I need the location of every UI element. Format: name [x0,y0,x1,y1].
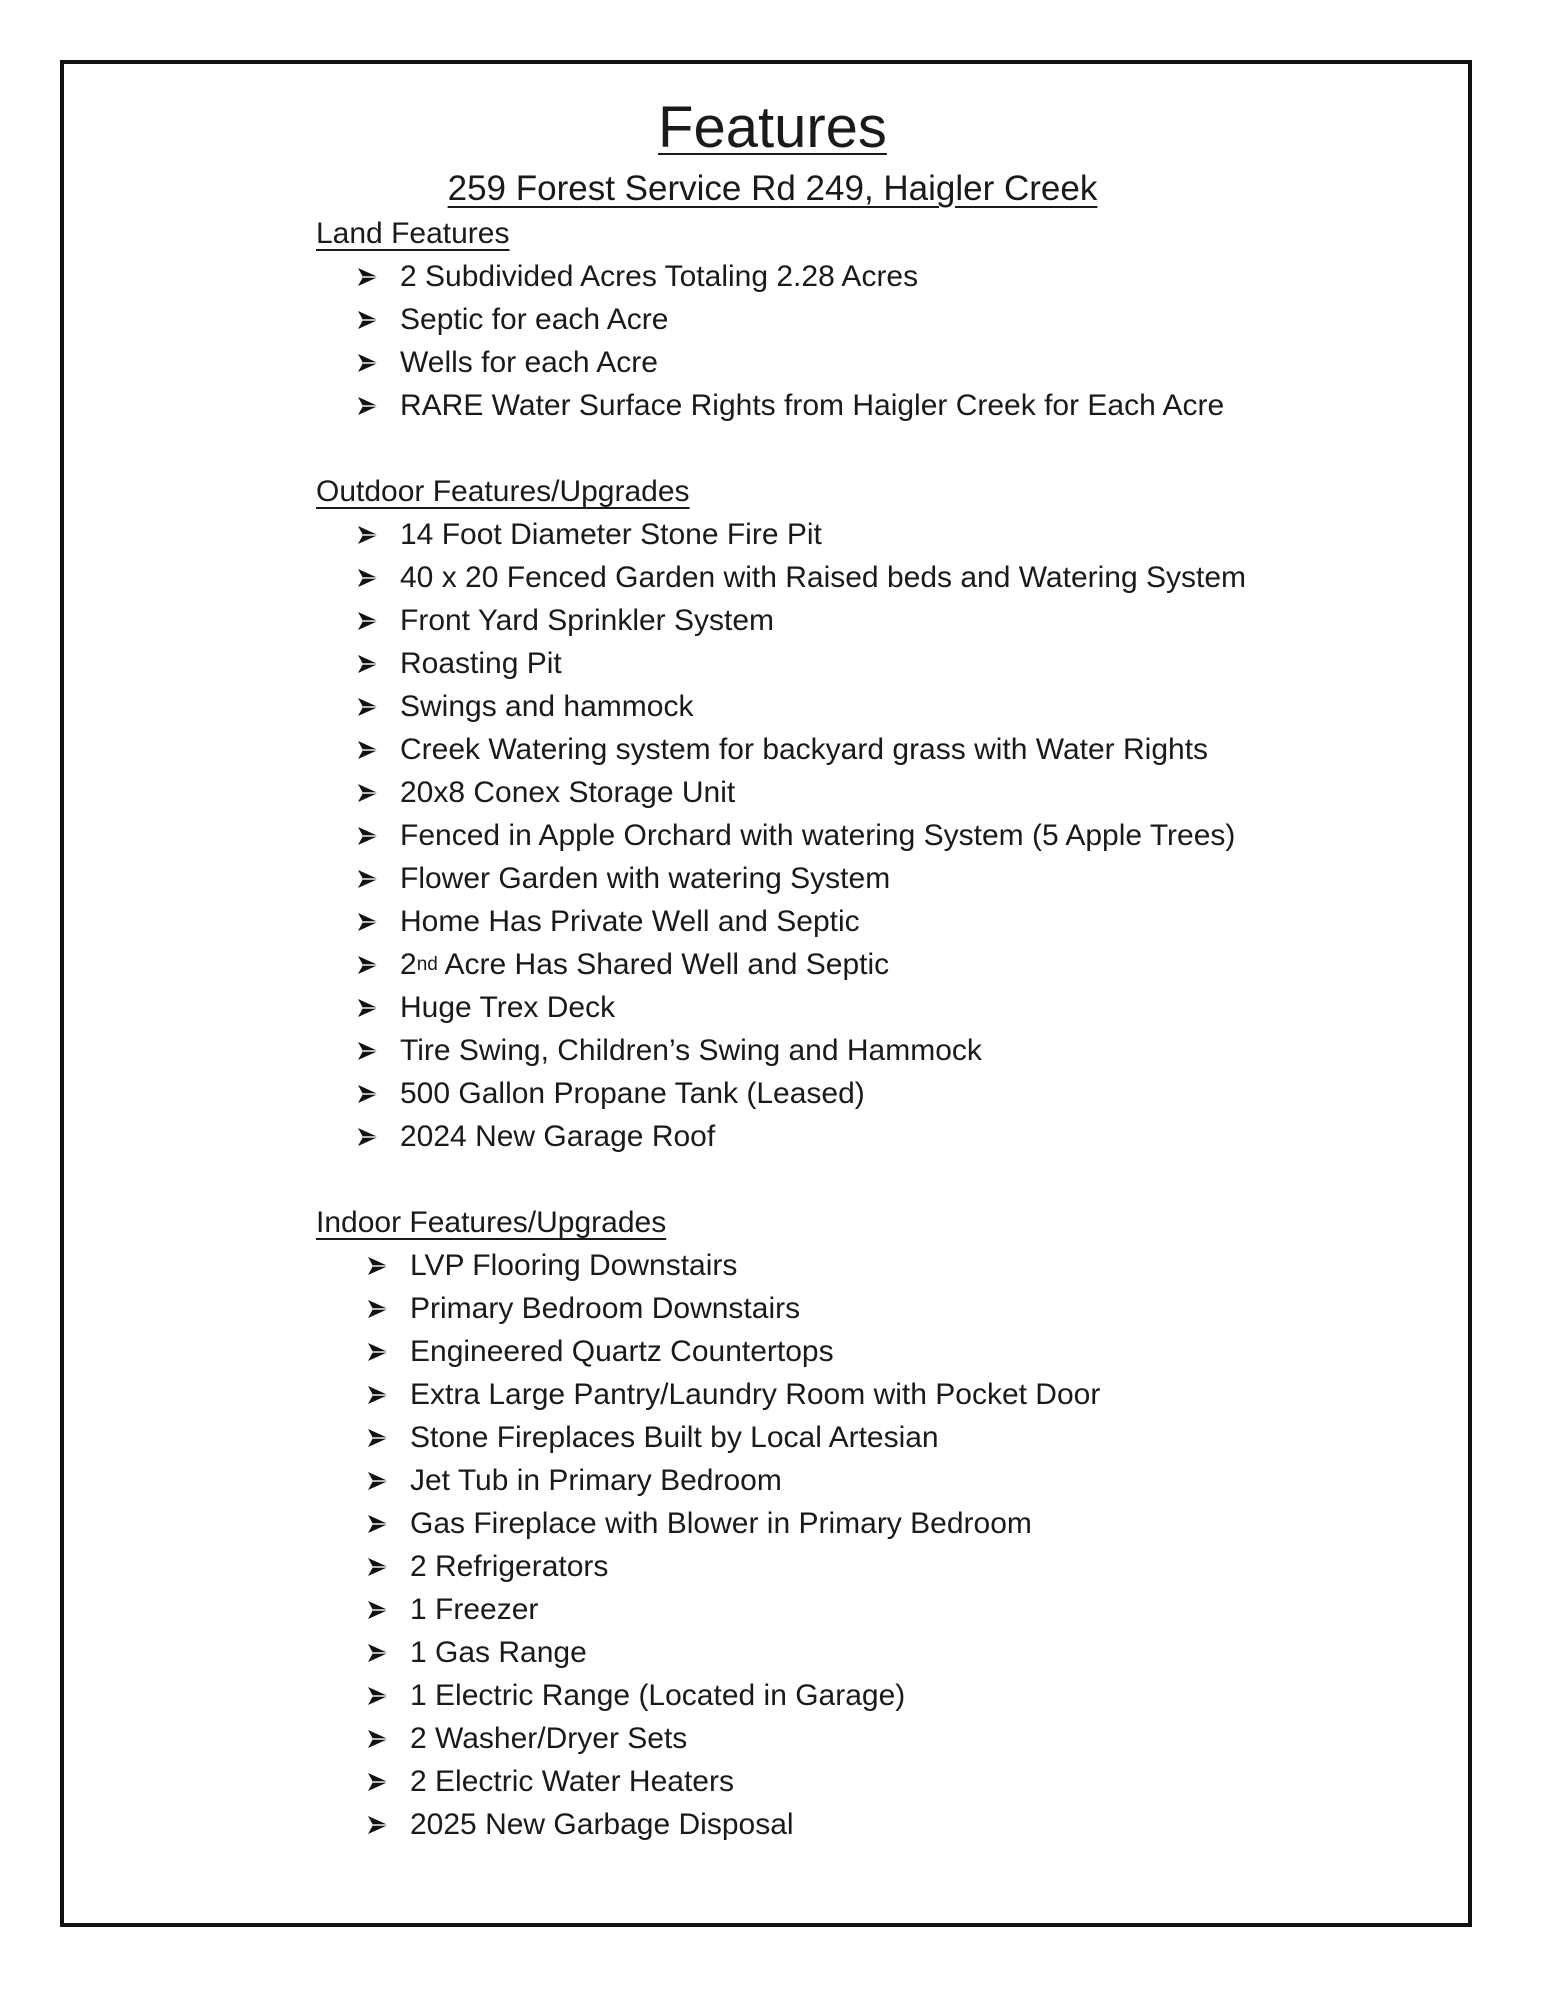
list-item: Swings and hammock [356,685,1246,728]
list-item: Engineered Quartz Countertops [366,1330,1100,1373]
list-item: 40 x 20 Fenced Garden with Raised beds and Watering System [356,556,1246,599]
list-item: 2 Electric Water Heaters [366,1760,1100,1803]
list-item: 2 Subdivided Acres Totaling 2.28 Acres [356,255,1224,298]
list-item: Home Has Private Well and Septic [356,900,1246,943]
item-number: 2 [400,947,417,981]
list-item: Gas Fireplace with Blower in Primary Bedroom [366,1502,1100,1545]
arrowhead-bullet-icon [366,1426,390,1450]
arrowhead-bullet-icon [356,308,380,332]
arrowhead-bullet-icon [366,1598,390,1622]
arrowhead-bullet-icon [366,1770,390,1794]
arrowhead-bullet-icon [356,953,380,977]
arrowhead-bullet-icon [356,265,380,289]
list-item: 2 Refrigerators [366,1545,1100,1588]
arrowhead-bullet-icon [366,1813,390,1837]
list-item: 14 Foot Diameter Stone Fire Pit [356,513,1246,556]
list-item: Front Yard Sprinkler System [356,599,1246,642]
list-item: 1 Electric Range (Located in Garage) [366,1674,1100,1717]
arrowhead-bullet-icon [356,695,380,719]
outdoor-features-heading: Outdoor Features/Upgrades [316,475,690,508]
arrowhead-bullet-icon [356,523,380,547]
list-item: Tire Swing, Children’s Swing and Hammock [356,1029,1246,1072]
list-item: Stone Fireplaces Built by Local Artesian [366,1416,1100,1459]
arrowhead-bullet-icon [366,1383,390,1407]
list-item: Wells for each Acre [356,341,1224,384]
indoor-features-list [366,1244,1100,1846]
land-features-heading: Land Features [316,217,510,250]
arrowhead-bullet-icon [356,910,380,934]
arrowhead-bullet-icon [366,1684,390,1708]
list-item: 2024 New Garage Roof [356,1115,1246,1158]
list-item: 2 nd Acre Has Shared Well and Septic [356,943,1246,986]
arrowhead-bullet-icon [356,1082,380,1106]
arrowhead-bullet-icon [366,1555,390,1579]
list-item: RARE Water Surface Rights from Haigler Creek for Each Acre [356,384,1224,427]
arrowhead-bullet-icon [366,1469,390,1493]
list-item: LVP Flooring Downstairs [366,1244,1100,1287]
arrowhead-bullet-icon [356,867,380,891]
list-item: Fenced in Apple Orchard with watering System (5 Apple Trees) [356,814,1246,857]
list-item: Septic for each Acre [356,298,1224,341]
list-item: Jet Tub in Primary Bedroom [366,1459,1100,1502]
list-item: Primary Bedroom Downstairs [366,1287,1100,1330]
arrowhead-bullet-icon [356,1039,380,1063]
arrowhead-bullet-icon [366,1641,390,1665]
land-features-list [356,255,1224,427]
arrowhead-bullet-icon [356,351,380,375]
arrowhead-bullet-icon [356,781,380,805]
arrowhead-bullet-icon [366,1297,390,1321]
property-address: 259 Forest Service Rd 249, Haigler Creek [447,169,1098,208]
outdoor-features-list [356,513,1246,1158]
arrowhead-bullet-icon [366,1512,390,1536]
list-item: 500 Gallon Propane Tank (Leased) [356,1072,1246,1115]
arrowhead-bullet-icon [356,1125,380,1149]
list-item: Huge Trex Deck [356,986,1246,1029]
arrowhead-bullet-icon [356,652,380,676]
list-item: Extra Large Pantry/Laundry Room with Pocket Door [366,1373,1100,1416]
arrowhead-bullet-icon [356,609,380,633]
arrowhead-bullet-icon [356,566,380,590]
item-rest: Acre Has Shared Well and Septic [437,947,890,981]
list-item: Creek Watering system for backyard grass with Water Rights [356,728,1246,771]
list-item: Roasting Pit [356,642,1246,685]
list-item: 2025 New Garbage Disposal [366,1803,1100,1846]
list-item: 2 Washer/Dryer Sets [366,1717,1100,1760]
arrowhead-bullet-icon [366,1727,390,1751]
indoor-features-heading: Indoor Features/Upgrades [316,1206,667,1239]
arrowhead-bullet-icon [356,996,380,1020]
list-item: Flower Garden with watering System [356,857,1246,900]
arrowhead-bullet-icon [366,1340,390,1364]
list-item: 1 Gas Range [366,1631,1100,1674]
page-title: Features [658,95,887,160]
arrowhead-bullet-icon [356,738,380,762]
list-item: 1 Freezer [366,1588,1100,1631]
arrowhead-bullet-icon [356,394,380,418]
list-item: 20x8 Conex Storage Unit [356,771,1246,814]
arrowhead-bullet-icon [366,1254,390,1278]
arrowhead-bullet-icon [356,824,380,848]
